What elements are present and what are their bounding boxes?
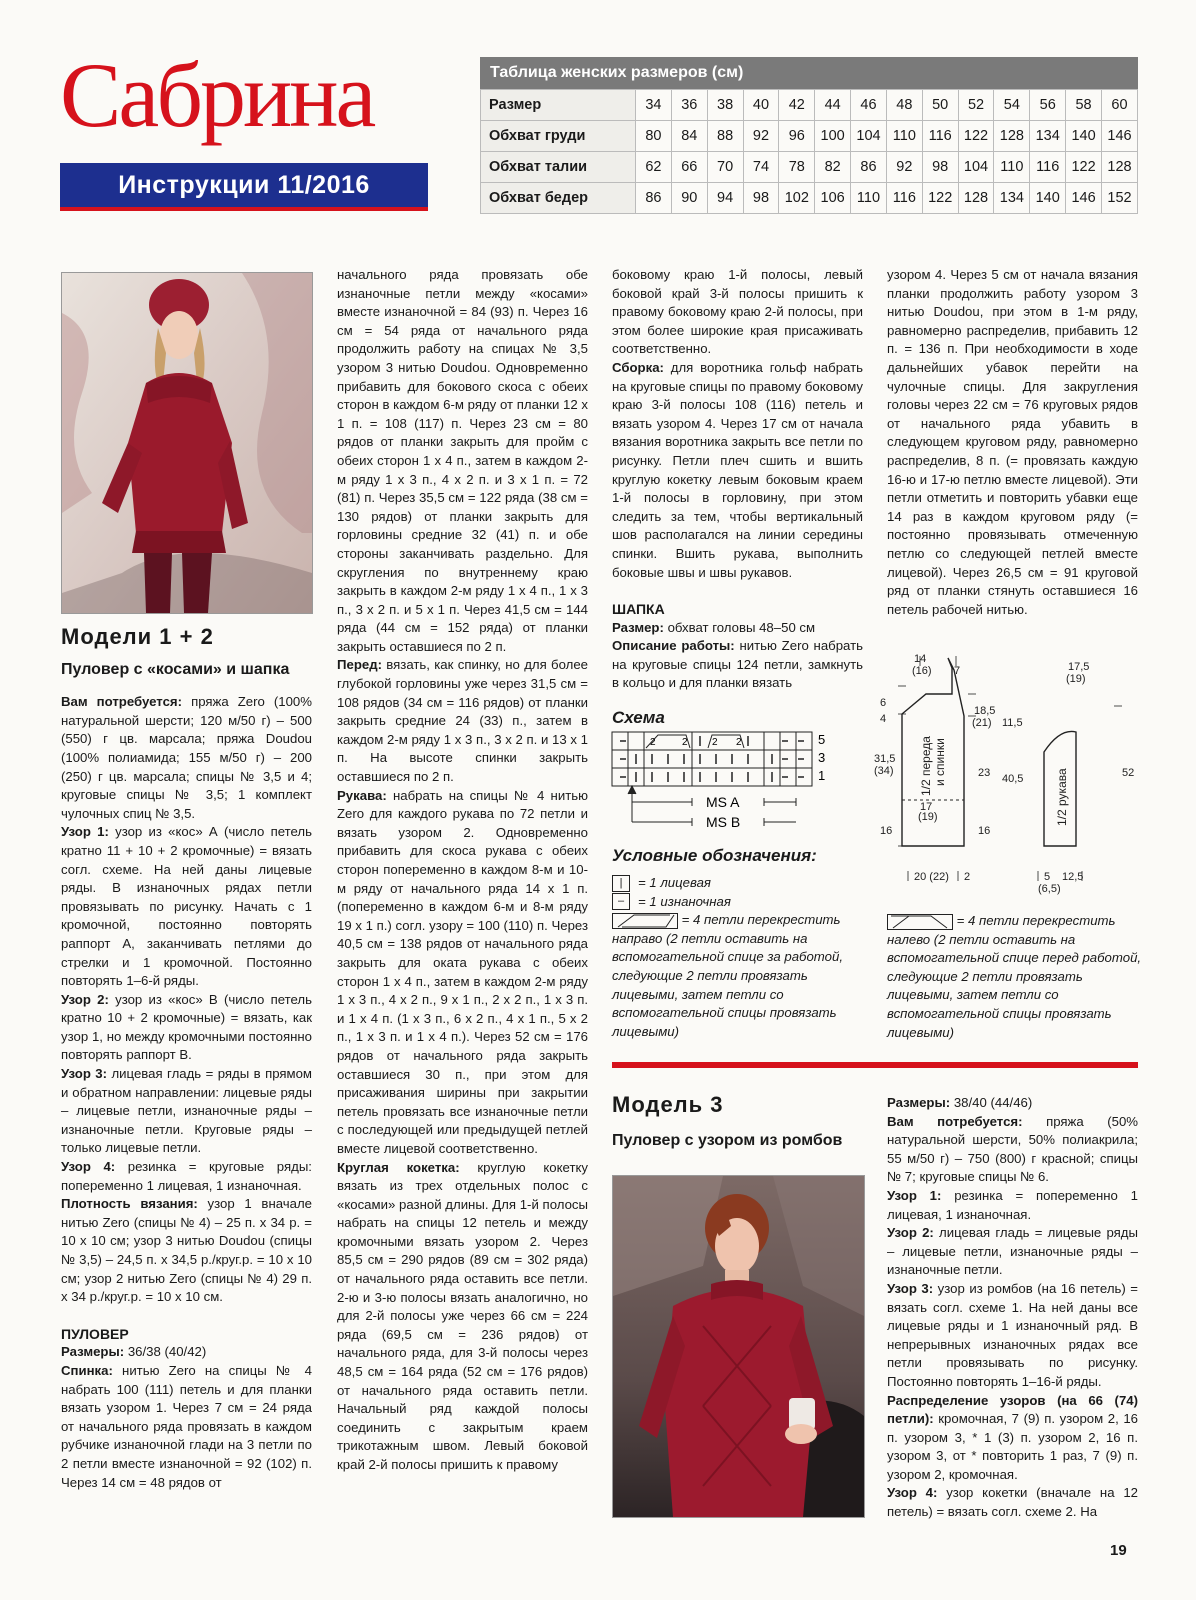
size-table-cell: 100 [815,121,851,152]
size-table-caption: Таблица женских размеров (см) [480,57,1138,89]
size-table [480,57,1138,214]
size-table-cell: 88 [707,121,743,152]
cross-left-symbol-icon [887,914,953,930]
paragraph-back-cont: начального ряда провязать обе изнаночные петли между «косами» вместе изнаночной = 84 (93) п. Через 16 см = 54 ряда от начального ряда продолжить работу на спицах № 3,5 узором 3 нитью Doudou. Одновременно прибавить для бокового скоса с обеих сторон в каждом 6-м ряду от планки 12 x 1 п. = 108 (117) п. Через 23 см = 80 рядов от планки закрыть для пройм с обеих сторон 1 x 4 п., затем в каждом 2-м ряду 1 x 3 п., 4 x 2 п. и 3 x 1 п. = 72 (81) п. Через 35,5 см = 122 ряда (38 см = 130 рядов) от планки закрыть для горловины средние 32 (41) п. и обе стороны заканчивать раздельно. Для скругления по внутреннему краю закрыть в каждом 2-м ряду 1 x 4 п., 1 x 3 п., 3 x 2 п. и 5 x 1 п. Через 41,5 см = 144 ряда (44 см = 152 ряда) от планки закрыть оставшиеся по 2 п. [337,267,588,654]
size-table-cell: 134 [1030,121,1066,152]
chart-ms-b: MS B [706,814,741,830]
dim-neck-w-alt: (16) [912,665,932,677]
size-table-row-label: Обхват бедер [481,183,636,214]
magazine-logo [60,40,440,150]
column-4-model-3 [887,1094,1138,1522]
page-number: 19 [1110,1542,1127,1559]
sleeve-piece-label: 1/2 рукава [1055,768,1069,826]
size-table-cell: 96 [779,121,815,152]
paragraph-m3-pattern-4: Узор 4: узор кокетки (вначале на 12 петель) = вязать согл. схеме 2. На [887,1485,1138,1520]
size-table-row [481,121,1138,152]
size-table-cell: 86 [851,152,887,183]
size-table-cell: 58 [1066,90,1102,121]
chart-cross-mark-3: 2 [712,737,718,748]
dim-sleeve-len: 52 [1122,767,1135,779]
size-table-cell: 98 [922,152,958,183]
paragraph-front: Перед: вязать, как спинку, но для более глубокой горловины уже через 31,5 см = 108 рядов (34 см = 116 рядов) от планки закрыть средние 24 (33) п., затем в каждом 2-м ряду 1 x 3 п., 3 x 2 п. и 13 x 1 п. На высоте спинки закрыть оставшиеся по 2 п. [337,657,588,785]
size-table-cell: 74 [743,152,779,183]
size-table-cell: 116 [922,121,958,152]
size-table-cell: 92 [743,121,779,152]
chart-cross-mark-1: 2 [650,737,656,748]
issue-bar: Инструкции 11/2016 [60,163,428,211]
dim-sleeve-top: 17,5 [1068,661,1090,673]
paragraph-pattern-2: Узор 2: узор из «кос» В (число петель кратно 10 + 2 кромочные) = вязать, как узор 1, но между кромочными постоянно повторять раппорт В. [61,991,312,1063]
column-1 [61,624,313,1492]
cross-right-symbol-icon [612,913,678,929]
paragraph-needs: Вам потребуется: пряжа Zero (100% натуральной шерсти; 120 м/50 г) – 500 (550) г цв. марсала; пряжа Doudou (100% полиамида; 155 м/50 г) – 200 (250) г цв. марсала; спицы № 3,5 и 4; круговые спицы № 3,5; 1 комплект чулочных спиц № 3,5. [61,694,312,821]
size-table-cell: 66 [671,152,707,183]
chart-row-3: 3 [818,750,826,765]
size-table-cell: 116 [1030,152,1066,183]
size-table-cell: 34 [636,90,672,121]
paragraph-density: Плотность вязания: узор 1 вначале нитью Zero (спицы № 4) – 25 п. x 34 р. = 10 x 10 см; узор 3 нитью Doudou (спицы № 3,5) – 24,5 п. x 34,5 р./круг.р. = 10 x 10 см; узор 2 нитью Zero (спицы № 4) 29 п. x 34 р./круг.р. = 10 x 10 см. [61,1196,312,1305]
size-table-cell: 90 [671,183,707,214]
dim-side-top: 11,5 [1002,717,1023,729]
dim-waist: 17 [920,801,933,813]
paragraph-hat-cont: узором 4. Через 5 см от начала вязания планки продолжить работу узором 3 нитью Doudou, при этом в 1-м ряду, равномерно распределив, прибавить 12 п. = 136 п. При необходимости в ходе дальнейших убавок перейти на чулочные спицы. Для закругления головы через 22 см = 76 круговых рядов от начального ряда убавить в следующем круговом ряду, равномерно распределив, 8 п. (= провязать каждую 16-ю и 17-ю петлю вместе лицевой). Эти петли отметить и повторить убавки еще 14 раз в каждом круговом ряду (= постоянно провязывать отмеченную петлю со следующей петлей вместе лицевой). Через 26,5 см = 91 круговой ряд от планки стянуть оставшиеся 16 петель рабочей нитью. [887,267,1138,617]
size-table-cell: 128 [1101,152,1137,183]
paragraph-m3-pattern-3: Узор 3: узор из ромбов (на 16 петель) = вязать согл. схеме 1. На ней даны все лицевые ряды и 1 изнаночный ряд. В непрерывных изнаночных рядах все петли провязывать по рисунку. Постоянно повторять 1–16-й ряды. [887,1280,1139,1389]
size-table-row-label: Обхват груди [481,121,636,152]
model-3-title: Модель 3 [612,1092,724,1117]
size-table-cell: 140 [1066,121,1102,152]
dim-sleeve-top-alt: (19) [1066,673,1086,685]
model-3-subtitle: Пуловер с узором из ромбов [612,1132,843,1149]
size-table-cell: 48 [886,90,922,121]
chart-cross-mark-4: 2 [736,737,742,748]
dim-sleeve-b2: 12,5 [1062,871,1084,883]
chart-ms-a: MS A [706,794,740,810]
size-table-cell: 146 [1066,183,1102,214]
size-table-cell: 104 [851,121,887,152]
chart-cross-mark-2: 2 [682,737,688,748]
model-3-illustration [613,1176,864,1517]
paragraph-yoke-cont: боковому краю 1-й полосы, левый боковой край 3-й полосы пришить к правому боковому краю 2-й полосы, при этом более широкие края присаживать соответственно. [612,267,863,357]
paragraph-m3-pattern-1: Узор 1: резинка = попеременно 1 лицевая, 1 изнаночная. [887,1187,1138,1222]
size-table-cell: 122 [922,183,958,214]
dim-neck-w: 14 [914,653,927,665]
paragraph-yoke: Круглая кокетка: круглую кокетку вязать из трех отдельных полос с «косами» разной длины. Для 1-й полосы набрать на спицы 12 петель и между кромочными вязать узором 2. Через 85,5 см = 290 рядов (89 см = 302 ряда) от начального ряда оставить все петли. 2-ю и 3-ю полосы вязать аналогично, но для 2-й полосы уже через 66 см = 224 ряда (69,5 см = 236 рядов) от начального ряда, для 3-й полосы через 48,5 см = 164 ряда (52 см = 176 рядов) от начального ряда оставить петли. Начальный ряд каждой полосы соединить с закрытым краем трикотажным швом. Левый боковой край 2-й полосы пришить к правому [337,1159,589,1472]
size-table-cell: 38 [707,90,743,121]
size-table-cell: 110 [886,121,922,152]
dim-waist-alt: (19) [918,811,938,823]
knit-symbol-icon: | [612,875,630,892]
size-table-cell: 102 [779,183,815,214]
dim-hem: 20 (22) [914,871,949,883]
pattern-schematic [874,646,1140,896]
dim-armhole: 18,5 [974,705,996,717]
size-table-cell: 84 [671,121,707,152]
size-table-cell: 122 [958,121,994,152]
dim-body-h: 31,5 [874,753,896,765]
section-divider [612,1062,1138,1068]
paragraph-m3-distribution: Распределение узоров (на 66 (74) петли): кромочная, 7 (9) п. узором 2, 16 п. узором 3, * 1 (3) п. узором 2, 16 п. узором 3, от * повторить 1 раз, 7 (9) п. узором 2, кромочная. [887,1392,1138,1482]
size-table-cell: 62 [636,152,672,183]
size-table-cell: 86 [636,183,672,214]
dim-armhole-alt: (21) [972,717,992,729]
size-table-cell: 70 [707,152,743,183]
size-table-cell: 40 [743,90,779,121]
body-piece-label-1: 1/2 переда [919,736,933,796]
legend-cross-right: = 4 петли перекрестить направо (2 петли оставить на вспомогательной спице за работой, следующие 2 петли провязать лицевыми, затем петли со вспомогательной спицы провязать лицевыми) [612,912,843,1039]
size-table-grid [480,89,1138,214]
size-table-cell: 42 [779,90,815,121]
dim-neck-drop-b: 4 [880,713,887,725]
size-table-cell: 152 [1101,183,1137,214]
column-2 [337,266,588,1475]
hat-heading: ШАПКА [612,601,665,618]
dim-rib-r: 16 [978,825,991,837]
size-table-row [481,152,1138,183]
brand-name: Сабрина [60,44,374,146]
paragraph-pattern-4: Узор 4: резинка = круговые ряды: попеременно 1 лицевая, 1 изнаночная. [61,1159,312,1193]
model-1-photo [61,272,313,614]
size-table-cell: 110 [994,152,1030,183]
chart-row-5: 5 [818,732,826,747]
dim-side: 23 [978,767,991,779]
size-table-row-label: Обхват талии [481,152,636,183]
size-table-cell: 104 [958,152,994,183]
size-table-cell: 146 [1101,121,1137,152]
dim-rib-l: 16 [880,825,893,837]
size-table-cell: 98 [743,183,779,214]
size-table-row [481,90,1138,121]
size-table-row-label: Размер [481,90,636,121]
size-table-cell: 134 [994,183,1030,214]
paragraph-hat-size: Размер: обхват головы 48–50 см [612,619,816,635]
paragraph-m3-sizes: Размеры: 38/40 (44/46) [887,1095,1033,1110]
paragraph-m3-pattern-2: Узор 2: лицевая гладь = лицевые ряды – лицевые петли, изнаночные ряды – изнаночные петли. [887,1225,1138,1278]
size-table-cell: 56 [1030,90,1066,121]
purl-symbol-icon: – [612,893,630,910]
column-3 [612,266,863,693]
size-table-cell: 50 [922,90,958,121]
size-table-cell: 140 [1030,183,1066,214]
chart-title: Схема [612,708,665,727]
column-4 [887,266,1138,619]
size-table-cell: 52 [958,90,994,121]
dim-shoulder: 7 [954,665,961,677]
pullover-heading: ПУЛОВЕР [61,1325,129,1342]
legend-purl: – = 1 изнаночная [612,893,867,912]
size-table-cell: 116 [886,183,922,214]
size-table-row [481,183,1138,214]
paragraph-hat-desc: Описание работы: нитью Zero набрать на круговые спицы 124 петли, замкнуть в кольцо и для планки вязать [612,638,864,691]
legend-title: Условные обозначения: [612,846,817,865]
size-table-cell: 46 [851,90,887,121]
size-table-cell: 82 [815,152,851,183]
size-table-cell: 54 [994,90,1030,121]
dim-sleeve-b1-alt: (6,5) [1038,883,1061,895]
paragraph-back: Спинка: нитью Zero на спицы № 4 набрать 100 (111) петель и для планки вязать узором 1. Через 7 см = 24 ряда от начального ряда провязать в каждом рубчике изнаночной глади на 3 петли по 2 петли вместе изнаночной = 92 (102) п. Через 14 см = 48 рядов от [61,1362,312,1490]
size-table-cell: 128 [994,121,1030,152]
dim-sleeve-mid: 40,5 [1002,773,1024,785]
paragraph-sizes: Размеры: 36/38 (40/42) [61,1344,207,1360]
paragraph-assembly: Сборка: для воротника гольф набрать на круговые спицы по правому боковому краю 3-й полосы 108 (116) петель и вязать узором 4. Через 17 см от начала вязания воротника закрыть все петли по рисунку. Петли плеч сшить и вшить круглую кокетку левым боковым краем 1-й полосы в горловину, при этом следить за тем, чтобы вертикальный шов располагался на линии середины спинки. Вшить рукава, выполнить боковые швы и швы рукавов. [612,359,863,580]
size-table-cell: 78 [779,152,815,183]
size-table-cell: 60 [1101,90,1137,121]
legend-knit: | = 1 лицевая [612,874,867,893]
model-1-title: Модели 1 + 2 [61,624,214,649]
model-1-subtitle: Пуловер с «косами» и шапка [61,660,290,678]
paragraph-pattern-1: Узор 1: узор из «кос» А (число петель кратно 11 + 10 + 2 кромочные) = вязать согл. схеме. На ней даны лицевые ряды. В изнаночных рядах петли провязывать по рисунку. Начать с 1 кромочной, постоянно повторять раппорт А, заканчивать петлями до стрелки и 1 кромочной. Постоянно повторять 1–6-й ряды. [61,824,312,989]
paragraph-m3-needs: Вам потребуется: пряжа (50% натуральной шерсти, 50% полиакрила; 55 м/50 г) – 750 (800) г красной; спицы № 7; круговые спицы № 6. [887,1113,1139,1185]
dim-sleeve-b1: 5 [1044,871,1051,883]
dim-hem-r: 2 [964,871,971,883]
size-table-cell: 80 [636,121,672,152]
knitting-chart [612,730,852,834]
size-table-cell: 92 [886,152,922,183]
size-table-cell: 122 [1066,152,1102,183]
size-table-cell: 110 [851,183,887,214]
size-table-cell: 106 [815,183,851,214]
size-table-cell: 94 [707,183,743,214]
paragraph-pattern-3: Узор 3: лицевая гладь = ряды в прямом и обратном направлении: лицевые ряды – лицевые петли, изнаночные ряды – изнаночные петли. Круговые ряды – только лицевые петли. [61,1066,313,1156]
paragraph-sleeves: Рукава: набрать на спицы № 4 нитью Zero для каждого рукава по 72 петли и вязать узором 2. Одновременно прибавить для скоса рукава с обеих сторон попеременно в каждом 8-м и 10-м ряду от начального ряда 14 x 1 п. (попеременно в каждом 6-м и 8-м ряду 19 x 1 п.) согл. узору = 100 (110) п. Через 40,5 см = 138 рядов от начального ряда закрыть для оката рукава с обеих сторон 1 x 4 п., затем в каждом 2-м ряду 1 x 3 п., 4 x 2 п., 9 x 1 п., 2 x 2 п., 1 x 3 п. и 1 x 4 п. (1 x 3 п., 6 x 2 п., 4 x 1 п., 5 x 2 п., 1 x 3 п. и 1 x 4 п.). Через 52 см = 176 рядов от начального ряда закрыть оставшиеся 30 п., при этом для присаживания ширины при закрытии петель провязать все изнаночные петли с последующей или предыдущей петлей вместе лицевой соответственно. [337,787,588,1156]
size-table-cell: 128 [958,183,994,214]
model-1-illustration [62,273,312,613]
size-table-cell: 44 [815,90,851,121]
legend-cross-left: = 4 петли перекрестить налево (2 петли оставить на вспомогательной спице перед работой, следующие 2 петли провязать лицевыми, затем петли со вспомогательной спицы провязать лицевыми) [887,913,1142,1040]
legend [612,846,867,1041]
size-table-cell: 36 [671,90,707,121]
dim-neck-drop: 6 [880,697,887,709]
chart-row-1: 1 [818,768,826,783]
model-3-photo [612,1175,865,1518]
dim-body-h-alt: (34) [874,765,894,777]
body-piece-label-2: и спинки [933,738,947,786]
